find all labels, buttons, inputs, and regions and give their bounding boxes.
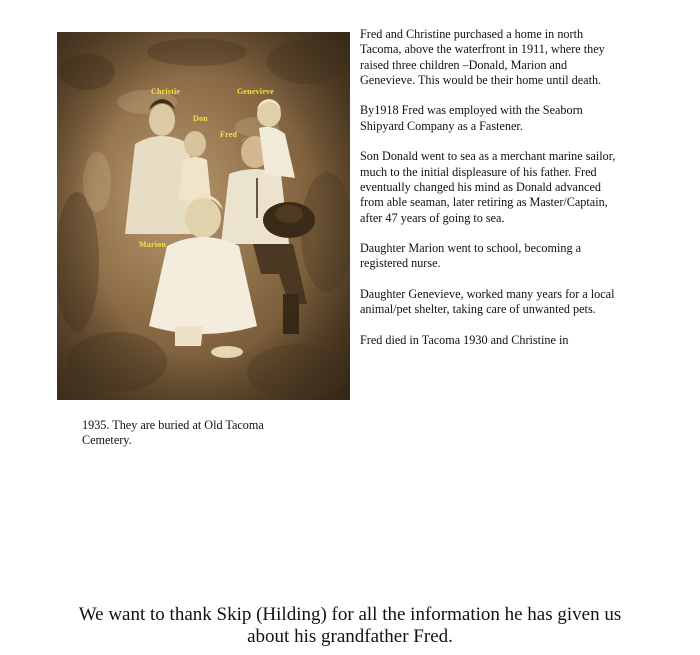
family-photo	[57, 32, 350, 400]
photo-label-christie: Christie	[151, 87, 181, 96]
photo-label-marion: Marion	[139, 240, 166, 249]
photo-label-genevieve: Genevieve	[237, 87, 274, 96]
paragraph-deaths-continued: 1935. They are buried at Old Tacoma Cemetery.	[82, 418, 264, 448]
paragraph-employment: By1918 Fred was employed with the Seaborn Shipyard Company as a Fastener.	[360, 103, 583, 133]
photo-label-don: Don	[193, 114, 208, 123]
paragraph-genevieve: Daughter Genevieve, worked many years for a local animal/pet shelter, taking care of unwanted pets.	[360, 287, 615, 317]
family-photo-illustration	[57, 32, 350, 400]
paragraph-donald: Son Donald went to sea as a merchant marine sailor, much to the initial displeasure of his father. Fred eventually changed his mind as Donald advanced from able seaman, later retiring as Master/Captain, after 47 years of going to sea.	[360, 149, 616, 225]
paragraph-deaths: Fred died in Tacoma 1930 and Christine in	[360, 332, 569, 347]
paragraph-marion: Daughter Marion went to school, becoming a registered nurse.	[360, 241, 582, 271]
paragraph-home: Fred and Christine purchased a home in north Tacoma, above the waterfront in 1911, where they raised three children –Donald, Marion and Genevieve. This would be their home until death.	[360, 27, 605, 87]
story-column	[360, 27, 622, 364]
thanks-note: We want to thank Skip (Hilding) for all the information he has given us about his grandfather Fred.	[78, 604, 622, 647]
photo-label-fred: Fred	[220, 130, 238, 139]
